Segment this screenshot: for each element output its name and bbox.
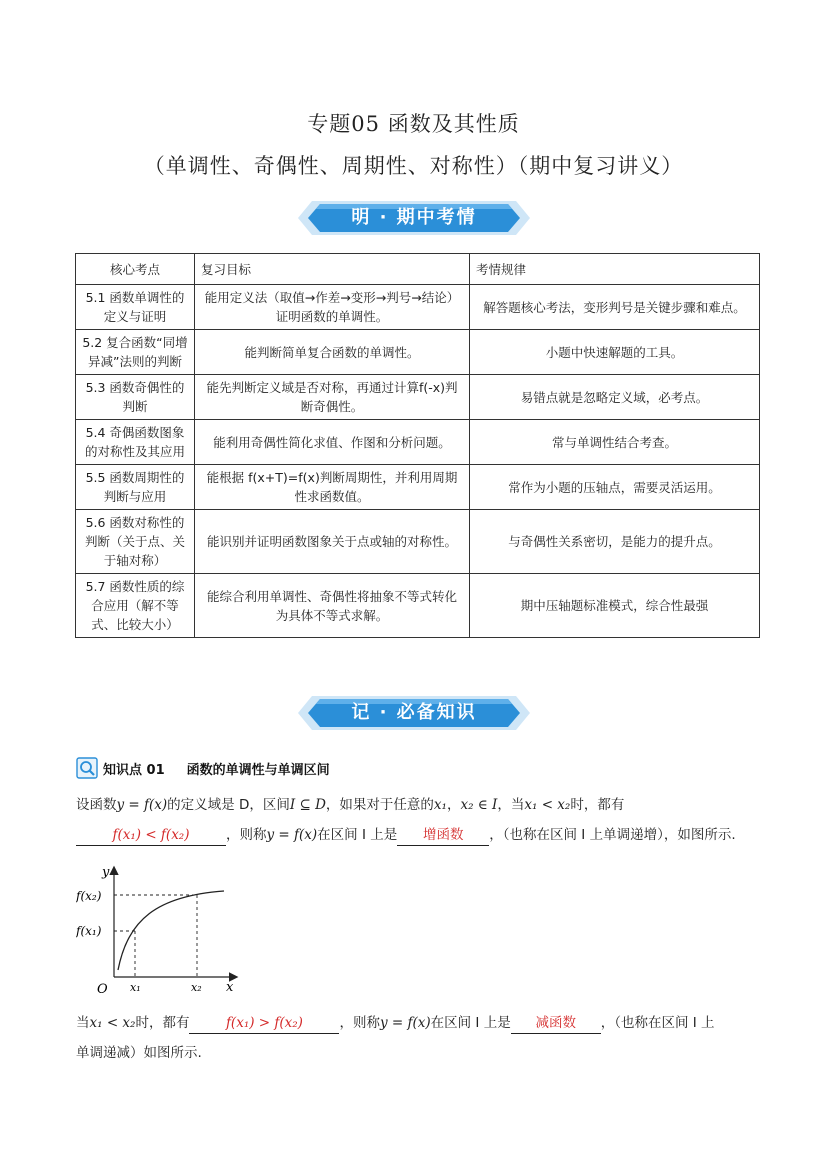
math-x2: x₂ ∈ I <box>460 797 498 813</box>
text: ， <box>446 797 461 813</box>
x2-label: x₂ <box>191 981 202 994</box>
text: 在区间 I 上是 <box>317 827 398 843</box>
paragraph-increasing <box>76 790 756 850</box>
table-cell: 5.5 函数周期性的判断与应用 <box>76 465 195 510</box>
table-cell: 常与单调性结合考查。 <box>470 420 760 465</box>
fx1-label: f(x₁) <box>76 924 102 938</box>
page-subtitle: （单调性、奇偶性、周期性、对称性）（期中复习讲义） <box>143 154 684 178</box>
section-banner-knowledge <box>298 692 530 734</box>
table-cell: 能判断简单复合函数的单调性。 <box>195 330 470 375</box>
table-row <box>76 420 760 465</box>
answer-blank: f(x₁) < f(x₂) <box>76 825 226 846</box>
text: ，则称 <box>226 827 267 843</box>
table-row <box>76 465 760 510</box>
table-header: 考情规律 <box>470 254 760 285</box>
table-cell: 与奇偶性关系密切，是能力的提升点。 <box>470 510 760 574</box>
knowledge-point-title: 函数的单调性与单调区间 <box>186 762 330 778</box>
math-fx: y = f(x) <box>266 827 318 843</box>
math-subset: I ⊆ D <box>289 797 326 813</box>
math-condition: x₁ < x₂ <box>524 797 571 813</box>
text: 设函数 <box>76 797 117 813</box>
table-cell: 小题中快速解题的工具。 <box>470 330 760 375</box>
table-cell: 5.6 函数对称性的判断（关于点、关于轴对称） <box>76 510 195 574</box>
table-cell: 5.7 函数性质的综合应用（解不等式、比较大小） <box>76 574 195 638</box>
table-row <box>76 375 760 420</box>
math-x1: x₁ <box>433 797 447 813</box>
text: 时，都有 <box>135 1015 190 1031</box>
table-row <box>76 510 760 574</box>
table-cell: 期中压轴题标准模式，综合性最强 <box>470 574 760 638</box>
table-row <box>76 574 760 638</box>
table-row <box>76 330 760 375</box>
text: ，则称 <box>339 1015 380 1031</box>
table-cell: 能用定义法（取值→作差→变形→判号→结论）证明函数的单调性。 <box>195 285 470 330</box>
math-condition: x₁ < x₂ <box>89 1015 136 1031</box>
table-cell: 5.4 奇偶函数图象的对称性及其应用 <box>76 420 195 465</box>
table-cell: 常作为小题的压轴点，需要灵活运用。 <box>470 465 760 510</box>
origin-label: O <box>97 982 108 997</box>
answer-blank: 减函数 <box>511 1013 601 1034</box>
table-cell: 能利用奇偶性简化求值、作图和分析问题。 <box>195 420 470 465</box>
knowledge-magnifier-icon <box>76 757 98 779</box>
text: ，如果对于任意的 <box>325 797 434 813</box>
function-curve <box>118 891 224 970</box>
table-cell: 5.2 复合函数“同增异减”法则的判断 <box>76 330 195 375</box>
section-banner-exam <box>298 197 530 239</box>
table-cell: 能根据 f(x+T)=f(x)判断周期性，并利用周期性求函数值。 <box>195 465 470 510</box>
table-cell: 能先判断定义域是否对称，再通过计算f(-x)判断奇偶性。 <box>195 375 470 420</box>
text: 时，都有 <box>570 797 625 813</box>
text: 的定义域是 D，区间 <box>167 797 290 813</box>
table-header: 复习目标 <box>195 254 470 285</box>
page-title: 专题05 函数及其性质 <box>307 112 520 136</box>
table-cell: 能综合利用单调性、奇偶性将抽象不等式转化为具体不等式求解。 <box>195 574 470 638</box>
x1-label: x₁ <box>130 981 141 994</box>
text: 单调递减）如图所示. <box>76 1045 202 1061</box>
banner-label: 明 · 期中考情 <box>351 207 477 228</box>
answer-blank: 增函数 <box>397 825 489 846</box>
table-cell: 解答题核心考法，变形判号是关键步骤和难点。 <box>470 285 760 330</box>
table-header-row <box>76 254 760 285</box>
answer-blank: f(x₁) > f(x₂) <box>189 1013 339 1034</box>
text: ，（也称在区间 I 上 <box>600 1015 715 1031</box>
knowledge-point-heading <box>76 756 330 780</box>
text: ，当 <box>497 797 525 813</box>
fx2-label: f(x₂) <box>76 889 102 903</box>
paragraph-decreasing <box>76 1008 756 1068</box>
text: 在区间 I 上是 <box>430 1015 511 1031</box>
table-row <box>76 285 760 330</box>
y-axis-label: y <box>102 865 110 880</box>
math-fx: y = f(x) <box>116 797 168 813</box>
knowledge-point-label: 知识点 01 <box>103 762 165 778</box>
exam-table <box>75 253 760 638</box>
table-cell: 能识别并证明函数图象关于点或轴的对称性。 <box>195 510 470 574</box>
table-cell: 5.3 函数奇偶性的判断 <box>76 375 195 420</box>
table-cell: 5.1 函数单调性的定义与证明 <box>76 285 195 330</box>
table-header: 核心考点 <box>76 254 195 285</box>
increasing-function-graph <box>76 860 256 1000</box>
math-fx: y = f(x) <box>379 1015 431 1031</box>
x-axis-label: x <box>226 980 234 995</box>
table-cell: 易错点就是忽略定义域，必考点。 <box>470 375 760 420</box>
text: ，（也称在区间 I 上单调递增），如图所示. <box>489 827 736 843</box>
text: 当 <box>76 1015 90 1031</box>
banner-label: 记 · 必备知识 <box>351 702 477 723</box>
